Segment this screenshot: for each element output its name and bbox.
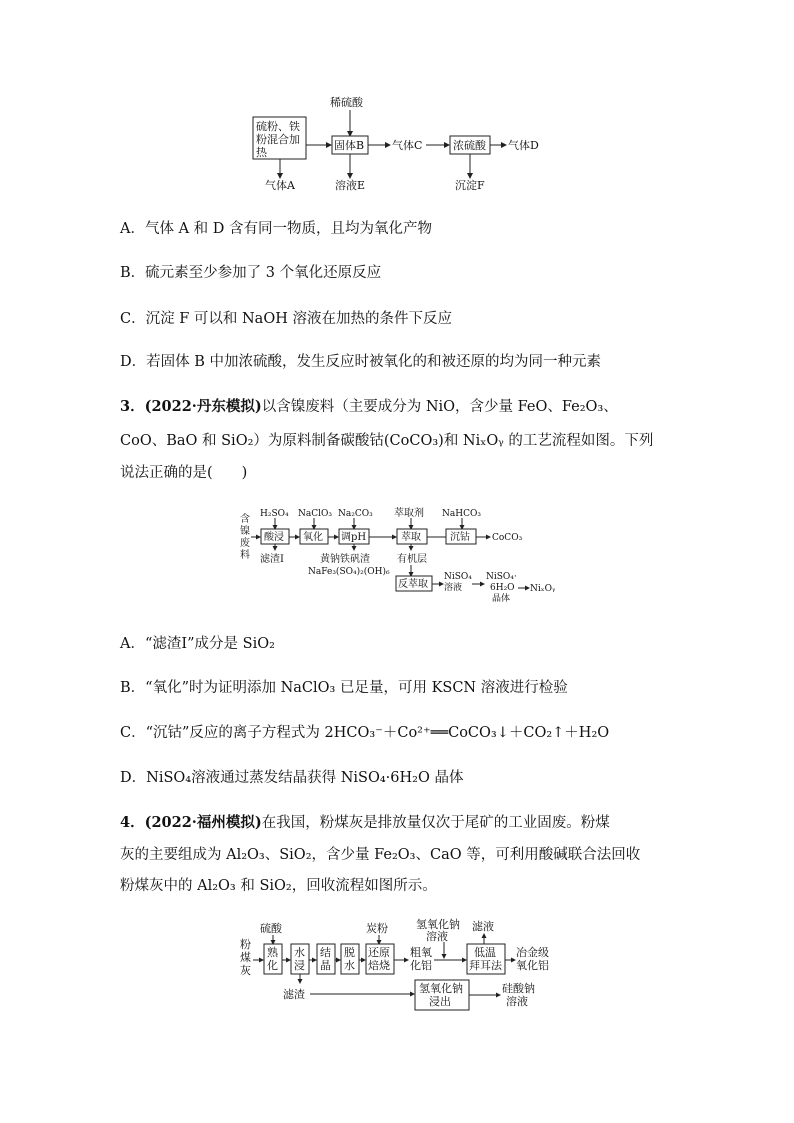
fly-ash-char-2: 煤 — [240, 951, 251, 964]
q3-stem-line-2: CoO、BaO 和 SiO₂）为原料制备碳酸钴(CoCO₃)和 NiₓOᵧ 的工艺流程如图。下列 — [120, 433, 654, 449]
q4-stem-line-2: 灰的主要组成为 Al₂O₃、SiO₂，含少量 Fe₂O₃、CaO 等，可利用酸碱联合法回收 — [120, 847, 641, 863]
gas-c-label: 气体C — [392, 139, 423, 152]
jarosite-formula: NaFe₃(SO₄)₂(OH)₆ — [308, 567, 390, 577]
q3-source: (2022·丹东模拟) — [144, 398, 262, 415]
naoh-leach-label-2: 浸出 — [429, 995, 451, 1008]
nixoy-label: NiₓOᵧ — [530, 584, 556, 594]
extractant-label: 萃取剂 — [394, 508, 424, 519]
reduce-roast-label-2: 焙烧 — [368, 959, 390, 972]
acid-leach-label: 酸浸 — [264, 532, 284, 543]
q4-source: (2022·福州模拟) — [144, 814, 262, 831]
dehydrate-label-2: 水 — [344, 959, 355, 972]
crude-alumina-label-2: 化铝 — [410, 959, 432, 972]
niso4-label-2: 溶液 — [444, 583, 463, 593]
q3-option-b: B．“氧化”时为证明添加 NaClO₃ 已足量，可用 KSCN 溶液进行检验 — [120, 680, 568, 696]
q2-option-a: A．气体 A 和 D 含有同一物质，且均为氧化产物 — [120, 221, 433, 237]
gas-d-label: 气体D — [508, 139, 539, 152]
fly-ash-char-3: 灰 — [240, 964, 251, 977]
dehydrate-label-1: 脱 — [344, 946, 355, 959]
mature-label-1: 熟 — [267, 946, 278, 959]
q4-text-1: 在我国，粉煤灰是排放量仅次于尾矿的工业固废。粉煤 — [261, 815, 610, 831]
crystallize-label-2: 晶 — [320, 959, 331, 972]
product-label-1: 冶金级 — [516, 946, 549, 959]
crystal-label-2: 6H₂O — [490, 583, 515, 593]
naoh-leach-label-1: 氢氧化钠 — [419, 982, 463, 995]
fly-ash-flow-diagram — [236, 918, 566, 1018]
q2-option-d: D．若固体 B 中加浓硫酸，发生反应时被氧化的和被还原的均为同一种元素 — [120, 354, 601, 370]
sulfuric-acid-label: 硫酸 — [260, 922, 282, 935]
adjust-ph-label: 调pH — [341, 532, 367, 543]
residue1-label: 滤渣Ⅰ — [260, 554, 284, 565]
crystal-label-3: 晶体 — [492, 594, 511, 604]
mix-heat-label-3: 热 — [256, 146, 267, 159]
nickel-waste-flow-diagram — [236, 504, 566, 604]
organic-layer-label: 有机层 — [397, 554, 427, 565]
solution-e-label: 溶液E — [335, 179, 366, 192]
water-leach-label-2: 浸 — [294, 959, 305, 972]
reduce-roast-label-1: 还原 — [368, 946, 390, 959]
fly-ash-char-1: 粉 — [240, 938, 251, 951]
water-leach-label-1: 水 — [294, 946, 305, 959]
conc-acid-label: 浓硫酸 — [453, 139, 486, 152]
q2-option-b: B．硫元素至少参加了 3 个氧化还原反应 — [120, 265, 382, 281]
q4-stem-line-3: 粉煤灰中的 Al₂O₃ 和 SiO₂，回收流程如图所示。 — [120, 878, 437, 894]
gas-a-label: 气体A — [265, 179, 295, 192]
bayer-label-2: 拜耳法 — [469, 959, 502, 972]
product-label-2: 氧化铝 — [516, 959, 549, 972]
q4-stem-line-1 — [120, 813, 610, 833]
silicate-label-2: 溶液 — [506, 995, 528, 1008]
extract-label: 萃取 — [401, 532, 421, 543]
q3-option-c: C．“沉钴”反应的离子方程式为 2HCO₃⁻＋Co²⁺══CoCO₃↓＋CO₂↑＋H₂O — [120, 725, 610, 741]
precip-co-label: 沉钴 — [450, 532, 470, 543]
mature-label-2: 化 — [267, 959, 278, 972]
sulfur-iron-flow-diagram — [240, 92, 560, 202]
feed-char-3: 废 — [240, 538, 250, 549]
dilute-acid-label: 稀硫酸 — [330, 96, 363, 109]
residue-label: 滤渣 — [283, 988, 305, 1001]
filtrate-label: 滤液 — [472, 920, 494, 933]
niso4-label-1: NiSO₄ — [444, 572, 472, 582]
q4-number: 4． — [120, 814, 145, 831]
h2so4-label: H₂SO₄ — [260, 509, 289, 519]
nahco3-label: NaHCO₃ — [442, 509, 481, 519]
coco3-label: CoCO₃ — [492, 533, 523, 543]
jarosite-label: 黄钠铁矾渣 — [320, 554, 370, 565]
mix-heat-label-1: 硫粉、铁 — [256, 120, 300, 133]
q2-option-c: C．沉淀 F 可以和 NaOH 溶液在加热的条件下反应 — [120, 311, 452, 327]
q3-text-1: 以含镍废料（主要成分为 NiO，含少量 FeO、Fe₂O₃、 — [261, 399, 618, 415]
q3-option-d: D．NiSO₄溶液通过蒸发结晶获得 NiSO₄·6H₂O 晶体 — [120, 770, 464, 786]
q3-stem-line-1 — [120, 397, 618, 417]
carbon-powder-label: 炭粉 — [366, 922, 388, 935]
feed-char-2: 镍 — [240, 526, 250, 537]
crude-alumina-label-1: 粗氧 — [410, 946, 432, 959]
q3-option-a: A．“滤渣Ⅰ”成分是 SiO₂ — [120, 636, 275, 652]
silicate-label-1: 硅酸钠 — [502, 982, 535, 995]
na2co3-label: Na₂CO₃ — [338, 509, 373, 519]
crystallize-label-1: 结 — [320, 946, 331, 959]
feed-char-4: 料 — [240, 550, 250, 561]
crystal-label-1: NiSO₄· — [486, 572, 517, 582]
mix-heat-label-2: 粉混合加 — [256, 133, 300, 146]
solid-b-label: 固体B — [334, 139, 365, 152]
naoh-solution-label-2: 溶液 — [426, 930, 448, 943]
back-extract-label: 反萃取 — [398, 579, 428, 590]
naclo3-label: NaClO₃ — [298, 509, 332, 519]
q3-stem-line-3: 说法正确的是( ) — [120, 465, 248, 481]
bayer-label-1: 低温 — [474, 946, 496, 959]
feed-char-1: 含 — [240, 514, 250, 525]
naoh-solution-label-1: 氢氧化钠 — [416, 918, 460, 931]
oxidize-label: 氧化 — [303, 532, 323, 543]
precipitate-f-label: 沉淀F — [455, 179, 485, 192]
q3-number: 3． — [120, 398, 145, 415]
